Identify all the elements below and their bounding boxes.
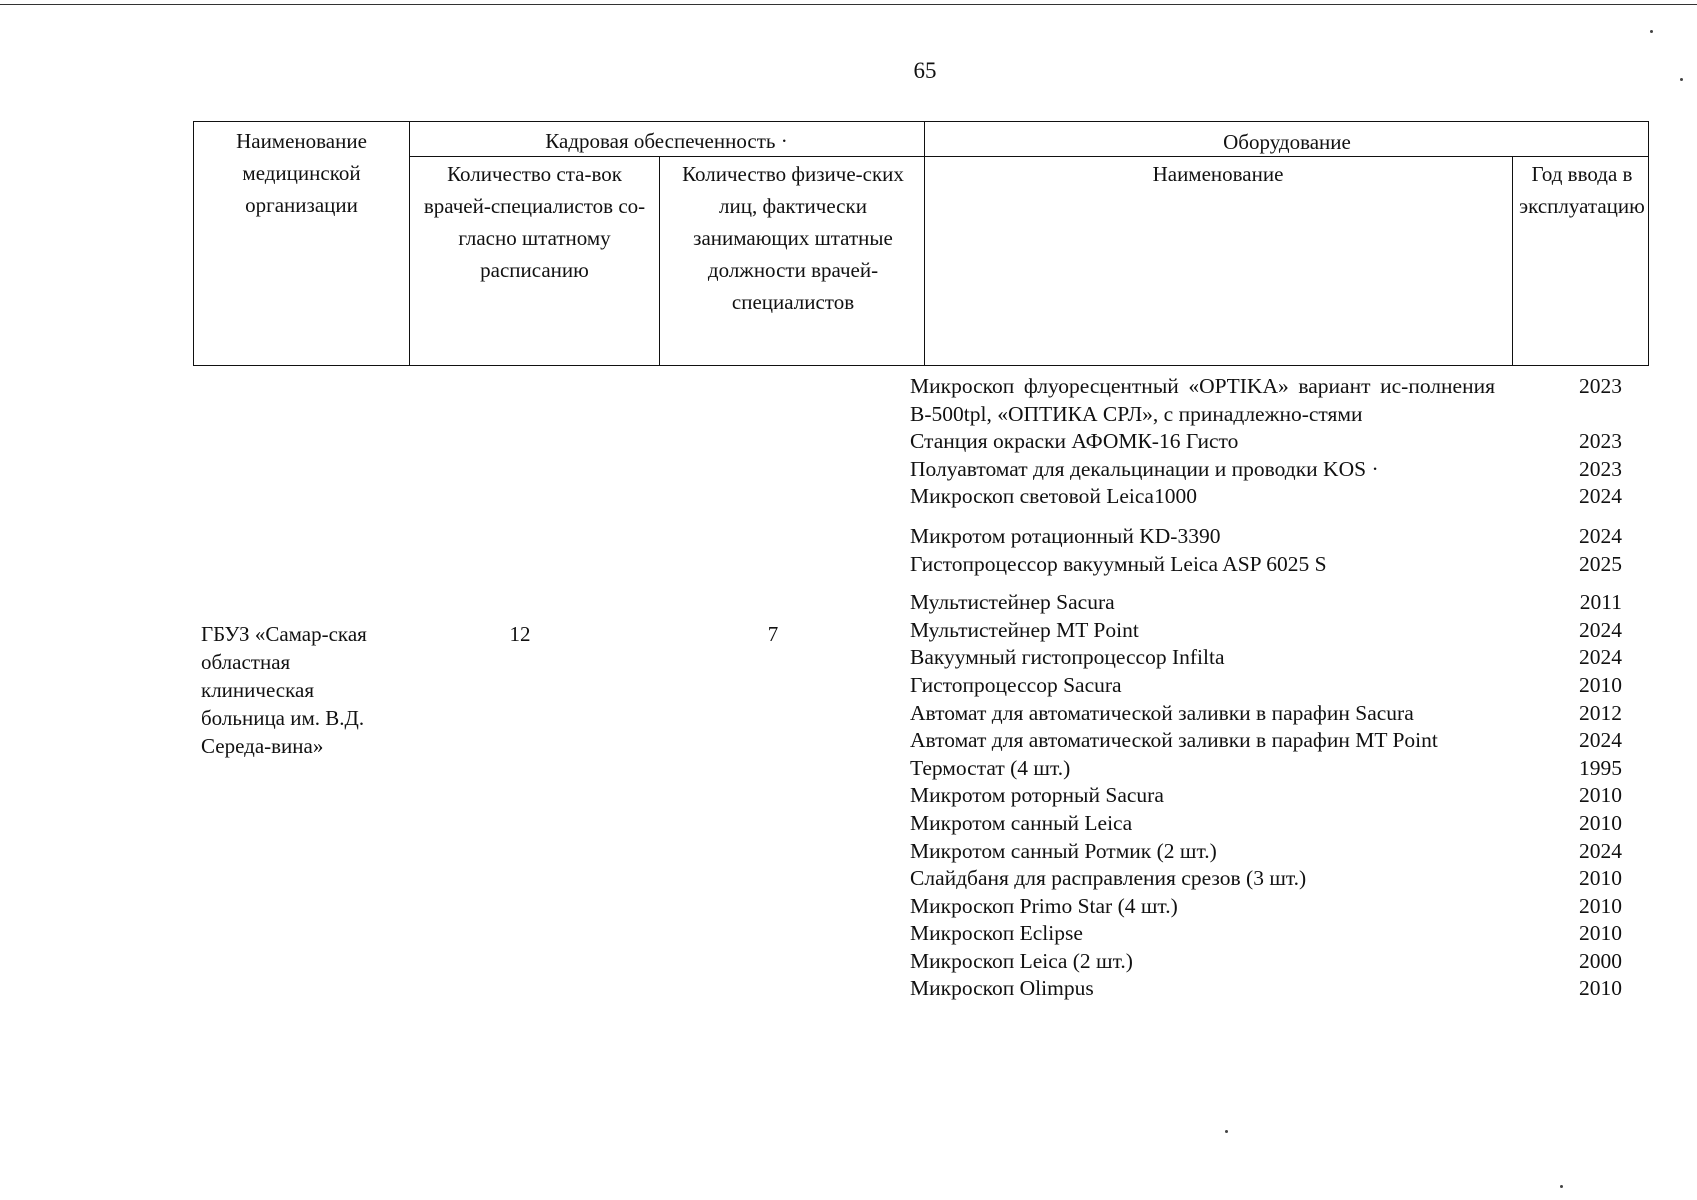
scan-speck <box>1680 78 1683 81</box>
scan-edge-line <box>0 4 1697 5</box>
equipment-year: 2010 <box>1579 893 1622 918</box>
equipment-year: 2010 <box>1579 866 1622 891</box>
scan-speck <box>1650 30 1653 33</box>
header-org-name: Наименование медицинской организации <box>236 129 367 217</box>
equipment-year: 2025 <box>1579 551 1622 576</box>
header-equipment: Оборудование <box>1223 130 1351 154</box>
scan-speck <box>1560 1185 1563 1188</box>
page-number: 65 <box>913 58 937 83</box>
staff-persons-value: 7 <box>767 622 779 646</box>
column-divider <box>659 157 660 365</box>
equipment-row <box>910 428 1640 456</box>
equipment-year: 2023 <box>1579 456 1622 481</box>
equipment-name: Вакуумный гистопроцессор Infilta <box>910 645 1225 670</box>
equipment-row <box>910 782 1640 810</box>
equipment-name: Слайдбаня для расправления срезов (3 шт.) <box>910 866 1307 891</box>
equipment-name: Микроскоп Olimpus <box>910 976 1094 1001</box>
equipment-name: Гистопроцессор Sacura <box>910 672 1122 697</box>
header-staffing: Кадровая обеспеченность · <box>545 129 788 153</box>
equipment-name: Микротом санный Ротмик (2 шт.) <box>910 838 1217 863</box>
equipment-name: Полуавтомат для декальцинации и проводки KOS · <box>910 456 1379 481</box>
equipment-name: Микроскоп световой Leica1000 <box>910 484 1197 509</box>
equipment-year: 2010 <box>1579 976 1622 1001</box>
equipment-name: Станция окраски АФОМК-16 Гисто <box>910 429 1239 454</box>
equipment-name: Микроскоп флуоресцентный «OPTIKA» вариант ис-полнения B-500tpl, «ОПТИКА СРЛ», с принадлежно-стями <box>910 374 1495 426</box>
equipment-row <box>910 975 1640 1003</box>
header-equip-name: Наименование <box>1152 162 1284 186</box>
equipment-row <box>910 838 1640 866</box>
column-divider <box>1512 157 1513 365</box>
equipment-year: 2024 <box>1579 484 1622 509</box>
header-equip-year: Год ввода в эксплуатацию <box>1519 162 1645 218</box>
equipment-row <box>910 727 1640 755</box>
equipment-row <box>910 672 1640 700</box>
equipment-year: 2024 <box>1579 728 1622 753</box>
equipment-list <box>910 373 1640 1003</box>
equipment-year: 2010 <box>1579 783 1622 808</box>
equipment-year: 2011 <box>1579 590 1622 615</box>
row-gap <box>910 578 1640 589</box>
equipment-name: Термостат (4 шт.) <box>910 755 1071 780</box>
equipment-name: Гистопроцессор вакуумный Leica ASP 6025 S <box>910 551 1327 576</box>
equipment-year: 2024 <box>1579 617 1622 642</box>
row-gap <box>910 511 1640 523</box>
staff-positions-value: 12 <box>509 622 531 646</box>
equipment-name: Микроскоп Leica (2 шт.) <box>910 948 1133 973</box>
scan-speck <box>1225 1130 1228 1133</box>
org-name: ГБУЗ «Самар-ская областная клиническая больница им. В.Д. Середа-вина» <box>201 622 367 758</box>
header-staff-persons: Количество физиче-ских лиц, фактически занимающих штатные должности врачей-специалистов <box>682 162 904 314</box>
equipment-name: Автомат для автоматической заливки в парафин MT Point <box>910 728 1438 753</box>
equipment-row <box>910 865 1640 893</box>
equipment-row <box>910 893 1640 921</box>
equipment-name: Микротом роторный Sacura <box>910 783 1164 808</box>
equipment-year: 2023 <box>1579 429 1622 454</box>
column-divider <box>409 122 410 365</box>
equipment-year: 2024 <box>1579 645 1622 670</box>
equipment-year: 1995 <box>1579 755 1622 780</box>
equipment-name: Микроскоп Eclipse <box>910 921 1083 946</box>
equipment-row <box>910 373 1640 428</box>
equipment-year: 2010 <box>1579 810 1622 835</box>
equipment-row <box>910 483 1640 511</box>
equipment-row <box>910 948 1640 976</box>
equipment-row <box>910 589 1640 617</box>
equipment-row <box>910 755 1640 783</box>
table-header <box>193 121 1649 366</box>
equipment-year: 2010 <box>1579 921 1622 946</box>
equipment-year: 2000 <box>1579 948 1622 973</box>
equipment-row <box>910 920 1640 948</box>
equipment-year: 2010 <box>1579 672 1622 697</box>
equipment-name: Мультистейнер Sacura <box>910 590 1115 615</box>
equipment-name: Мультистейнер MT Point <box>910 617 1139 642</box>
equipment-name: Микротом санный Leica <box>910 810 1133 835</box>
header-staff-positions: Количество ста-вок врачей-специалистов со-гласно штатному расписанию <box>423 162 646 282</box>
equipment-year: 2012 <box>1579 700 1622 725</box>
equipment-name: Автомат для автоматической заливки в парафин Sacura <box>910 700 1414 725</box>
equipment-row <box>910 523 1640 551</box>
equipment-row <box>910 644 1640 672</box>
equipment-year: 2024 <box>1579 838 1622 863</box>
equipment-year: 2023 <box>1579 374 1622 398</box>
equipment-name: Микротом ротационный KD-3390 <box>910 523 1221 548</box>
equipment-row <box>910 456 1640 484</box>
equipment-row <box>910 617 1640 645</box>
equipment-row <box>910 551 1640 579</box>
equipment-name: Микроскоп Primo Star (4 шт.) <box>910 893 1178 918</box>
equipment-year: 2024 <box>1579 523 1622 548</box>
equipment-row <box>910 810 1640 838</box>
equipment-row <box>910 700 1640 728</box>
